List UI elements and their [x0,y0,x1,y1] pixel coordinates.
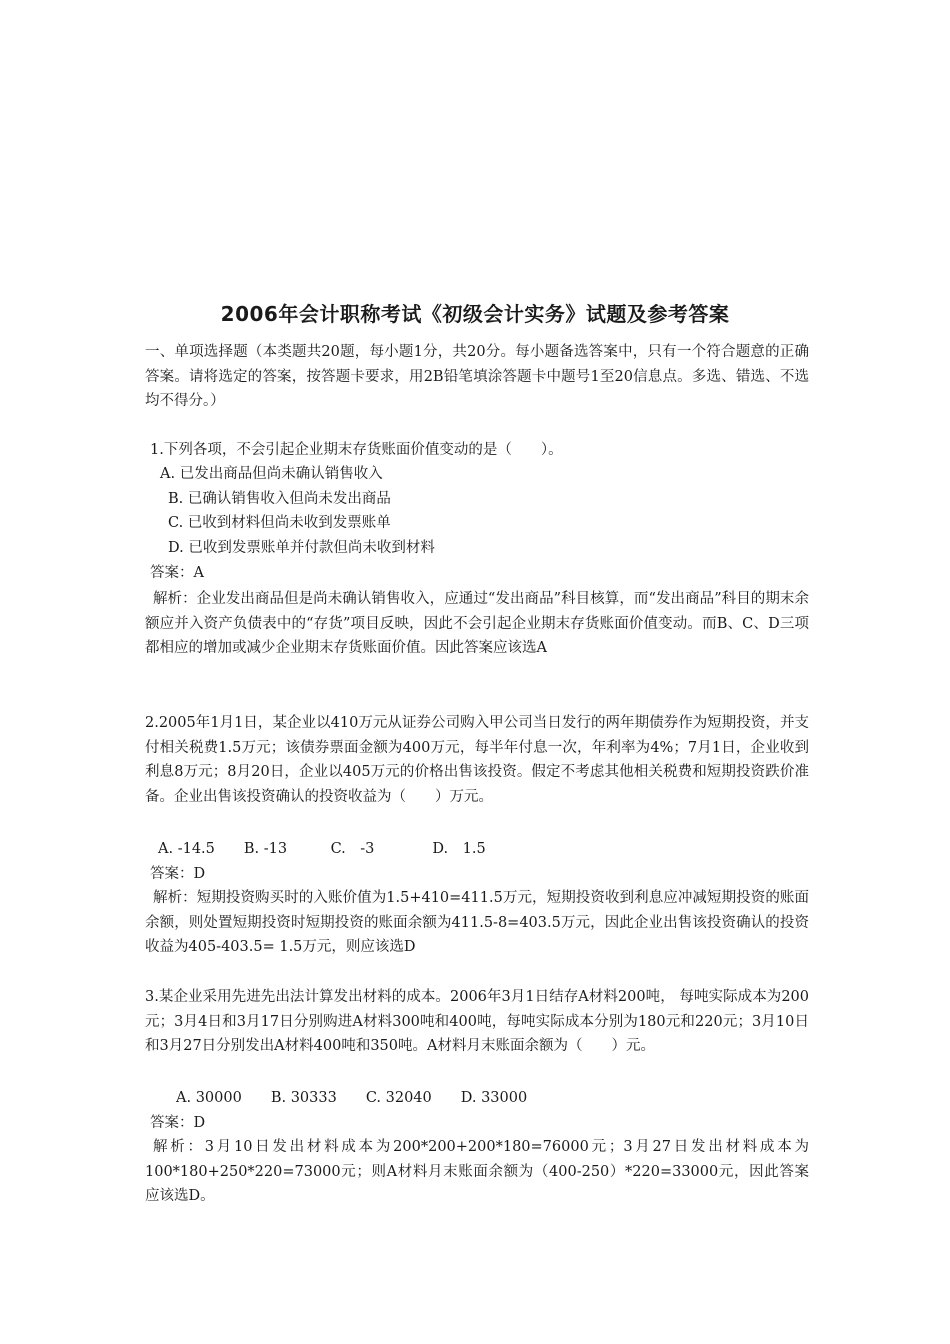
question-1-stem: 1.下列各项，不会引起企业期末存货账面价值变动的是（ ）。 [150,442,563,458]
question-2-answer: 答案：D [150,866,206,882]
question-1-explanation: 解析：企业发出商品但是尚未确认销售收入，应通过“发出商品”科目核算，而“发出商品”科目的期末余额应并入资产负债表中的“存货”项目反映，因此不会引起企业期末存货账面价值变动。而B、C、D三项都相应的增加或减少企业期末存货账面价值。因此答案应该选A [145,591,809,656]
question-2-stem: 2.2005年1月1日，某企业以410万元从证券公司购入甲公司当日发行的两年期债券作为短期投资，并支付相关税费1.5万元；该债券票面金额为400万元，每半年付息一次，年利率为4%；7月1日，企业收到利息8万元；8月20日，企业以405万元的价格出售该投资。假定不考虑其他相关税费和短期投资跌价准备。企业出售该投资确认的投资收益为（ ）万元。 [145,715,809,805]
question-1-answer: 答案：A [150,565,204,581]
section-intro: 一、单项选择题（本类题共20题，每小题1分，共20分。每小题备选答案中，只有一个符合题意的正确答案。请将选定的答案，按答题卡要求，用2B铅笔填涂答题卡中题号1至20信息点。多选、错选、不选均不得分。） [145,344,809,409]
question-3-options: A. 30000 B. 30333 C. 32040 D. 33000 [176,1090,528,1106]
question-3-explanation: 解析：3月10日发出材料成本为200*200+200*180=76000元；3月27日发出材料成本为100*180+250*220=73000元；则A材料月末账面余额为（400-250）*220=33000元，因此答案应该选D。 [145,1139,809,1204]
question-1-option-b: B. 已确认销售收入但尚未发出商品 [168,491,391,507]
question-2-explanation: 解析：短期投资购买时的入账价值为1.5+410=411.5万元，短期投资收到利息应冲减短期投资的账面余额，则处置短期投资时短期投资的账面余额为411.5-8=403.5万元，因此企业出售该投资确认的投资收益为405-403.5= 1.5万元，则应该选D [145,890,809,955]
question-1-option-a: A. 已发出商品但尚未确认销售收入 [160,466,383,482]
document-title: 2006年会计职称考试《初级会计实务》试题及参考答案 [220,302,730,326]
question-2-options: A. -14.5 B. -13 C. -3 D. 1.5 [158,841,486,857]
question-3-answer: 答案：D [150,1115,206,1131]
question-3-stem: 3.某企业采用先进先出法计算发出材料的成本。2006年3月1日结存A材料200吨， 每吨实际成本为200元；3月4日和3月17日分别购进A材料300吨和400吨，每吨实际成本分别为180元和220元；3月10日和3月27日分别发出A材料400吨和350吨。A材料月末账面余额为（ ）元。 [145,989,809,1054]
question-1-option-c: C. 已收到材料但尚未收到发票账单 [168,515,391,531]
question-1-option-d: D. 已收到发票账单并付款但尚未收到材料 [168,540,435,556]
